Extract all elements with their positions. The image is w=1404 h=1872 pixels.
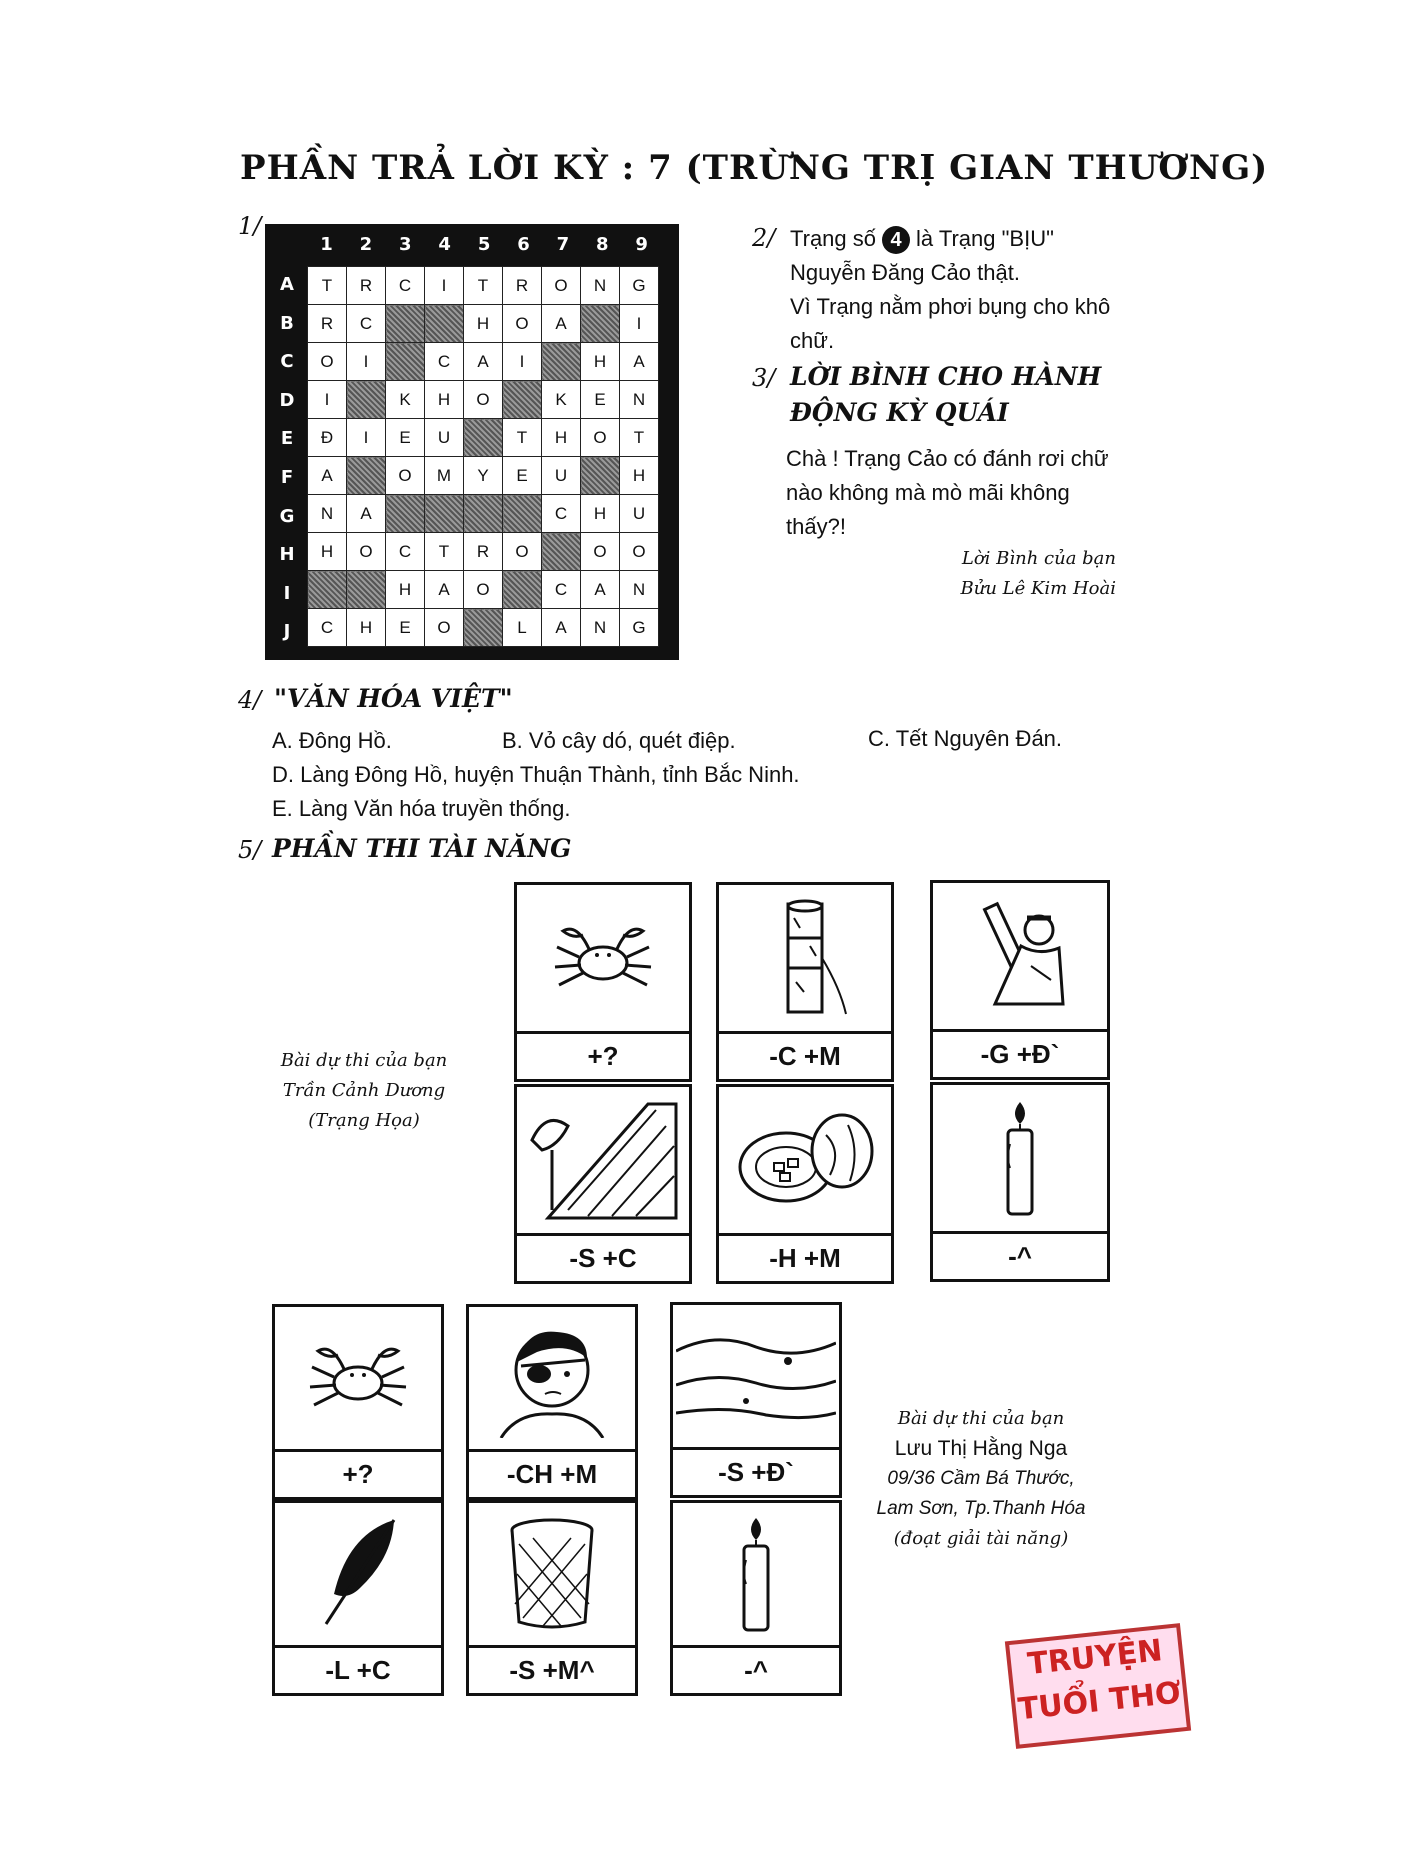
rebus-label: -C +M — [769, 1041, 841, 1071]
eyepatch-boy-icon — [469, 1307, 635, 1452]
rebus-card — [716, 1084, 894, 1284]
crab-icon — [517, 885, 689, 1034]
entry-2-prize: (đoạt giải tài năng) — [893, 1528, 1069, 1549]
grid-cell: E — [386, 419, 425, 457]
grid-cell: C — [542, 495, 581, 533]
grid-row-header: G — [279, 505, 295, 527]
answer-c: C. Tết Nguyên Đán. — [868, 726, 1063, 751]
answer-d: D. Làng Đông Hồ, huyện Thuận Thành, tỉnh Bắc Ninh. — [272, 762, 800, 787]
grid-shaded-cell — [464, 609, 503, 647]
grid-cell: A — [581, 571, 620, 609]
grid-cell: K — [386, 381, 425, 419]
section-3-heading-1: LỜI BÌNH CHO HÀNH — [790, 362, 1102, 391]
entry-1-credit-line: Bài dự thi của bạn — [280, 1050, 448, 1071]
grid-cell: N — [620, 571, 659, 609]
grid-cell: A — [464, 343, 503, 381]
grid-cell: E — [581, 381, 620, 419]
grid-cell: C — [308, 609, 347, 647]
grid-cell: M — [425, 457, 464, 495]
grid-cell: C — [347, 305, 386, 343]
s2-line1a: Trạng số — [790, 226, 877, 251]
grid-cell: O — [581, 533, 620, 571]
section-2-number: 2/ — [752, 224, 776, 252]
grid-cell: L — [503, 609, 542, 647]
grid-cell: I — [620, 305, 659, 343]
rebus-card — [466, 1304, 638, 1500]
section-4-heading: "VĂN HÓA VIỆT" — [274, 684, 513, 713]
grid-cell: O — [542, 267, 581, 305]
grid-cell: I — [347, 343, 386, 381]
rebus-card — [466, 1500, 638, 1696]
grid-shaded-cell — [347, 381, 386, 419]
rebus-label: -^ — [1008, 1241, 1032, 1271]
grid-row — [308, 267, 659, 305]
grid-cell: N — [581, 267, 620, 305]
grid-cell: H — [464, 305, 503, 343]
grid-row-header: I — [283, 582, 291, 604]
grid-cell: O — [464, 571, 503, 609]
rebus-card — [514, 1084, 692, 1284]
grid-cell: A — [542, 609, 581, 647]
rebus-label: -S +C — [569, 1243, 637, 1273]
grid-row — [308, 533, 659, 571]
rebus-label: +? — [587, 1041, 619, 1071]
grid-cell: I — [503, 343, 542, 381]
grid-cell: U — [620, 495, 659, 533]
grid-row — [308, 495, 659, 533]
grid-cell: H — [308, 533, 347, 571]
grid-cell: T — [503, 419, 542, 457]
grid-row — [308, 457, 659, 495]
grid-cell: A — [308, 457, 347, 495]
rebus-card — [670, 1302, 842, 1498]
entry-2-name: Lưu Thị Hằng Nga — [894, 1437, 1068, 1460]
rebus-label: -L +C — [325, 1655, 391, 1685]
grid-cell: E — [503, 457, 542, 495]
grid-cell: T — [620, 419, 659, 457]
grid-shaded-cell — [503, 571, 542, 609]
grid-cell: U — [425, 419, 464, 457]
candle-icon — [933, 1085, 1107, 1234]
grid-row — [308, 343, 659, 381]
section-5-heading: PHẦN THI TÀI NĂNG — [272, 834, 572, 863]
grid-shaded-cell — [464, 419, 503, 457]
grid-column-header: 7 — [556, 234, 570, 255]
grid-cell: R — [347, 267, 386, 305]
grid-cell: U — [542, 457, 581, 495]
grid-cell: N — [308, 495, 347, 533]
grid-row — [308, 381, 659, 419]
rebus-card — [272, 1500, 444, 1696]
grid-cell: R — [308, 305, 347, 343]
grid-row — [308, 305, 659, 343]
grid-cell: A — [620, 343, 659, 381]
grid-cell: R — [464, 533, 503, 571]
truyen-tuoi-tho-logo — [1005, 1623, 1191, 1749]
grid-shaded-cell — [386, 495, 425, 533]
entry-2-address-1: 09/36 Cầm Bá Thước, — [887, 1468, 1075, 1489]
section-4-number: 4/ — [238, 686, 262, 714]
feather-icon — [275, 1503, 441, 1648]
credit-name: Bửu Lê Kim Hoài — [960, 578, 1116, 599]
grid-shaded-cell — [347, 457, 386, 495]
cake-icon — [719, 1087, 891, 1236]
section-3-text: Chà ! Trạng Cảo có đánh rơi chữ nào không mà mò mãi không thấy?! — [786, 446, 1109, 539]
grid-column-header: 1 — [320, 234, 333, 255]
grid-shaded-cell — [581, 305, 620, 343]
grid-shaded-cell — [386, 343, 425, 381]
basket-icon — [469, 1503, 635, 1648]
grid-cell: O — [503, 305, 542, 343]
grid-column-header: 8 — [596, 234, 609, 255]
grid-row-header: J — [283, 621, 291, 643]
grid-cell: Y — [464, 457, 503, 495]
s2-line1b: là Trạng "BỊU" — [916, 226, 1054, 251]
grid-cell: G — [620, 267, 659, 305]
entry-1-name: Trần Cảnh Dương — [282, 1080, 446, 1101]
rebus-card — [670, 1500, 842, 1696]
grid-cell: T — [425, 533, 464, 571]
section-3-credit — [880, 544, 1116, 604]
grid-cell: A — [542, 305, 581, 343]
grid-row-header: E — [280, 428, 294, 450]
entry-2-address-2: Lam Sơn, Tp.Thanh Hóa — [876, 1498, 1086, 1519]
grid-column-header: 6 — [517, 234, 530, 255]
grid-cell: H — [425, 381, 464, 419]
candle-icon — [673, 1503, 839, 1648]
grid-row — [308, 571, 659, 609]
grid-cell: H — [386, 571, 425, 609]
answer-b: B. Vỏ cây dó, quét điệp. — [502, 728, 736, 753]
rebus-label: -H +M — [769, 1243, 841, 1273]
grid-shaded-cell — [581, 457, 620, 495]
grid-column-header: 5 — [477, 234, 491, 255]
grid-shaded-cell — [386, 305, 425, 343]
section-5-number: 5/ — [238, 836, 262, 864]
credit-line: Lời Bình của bạn — [961, 548, 1116, 569]
grid-column-header: 3 — [399, 234, 412, 255]
grid-cell: G — [620, 609, 659, 647]
grid-cell: A — [425, 571, 464, 609]
grid-row-header: H — [279, 544, 295, 566]
grid-cell: O — [425, 609, 464, 647]
rebus-card — [272, 1304, 444, 1500]
rebus-label: -S +Đ` — [718, 1457, 794, 1487]
entry-1-title: (Trạng Họa) — [308, 1110, 420, 1131]
grid-shaded-cell — [347, 571, 386, 609]
grid-cell: H — [620, 457, 659, 495]
rebus-label: +? — [342, 1459, 374, 1489]
grid-column-header: 9 — [635, 234, 648, 255]
grid-column-header: 2 — [359, 234, 373, 255]
grid-cell: H — [581, 343, 620, 381]
section-3-heading-2: ĐỘNG KỲ QUÁI — [790, 398, 1009, 427]
grid-cell: N — [581, 609, 620, 647]
rebus-card — [930, 880, 1110, 1080]
answer-e: E. Làng Văn hóa truyền thống. — [272, 796, 571, 821]
mandarin-icon — [933, 883, 1107, 1032]
grid-cell: T — [308, 267, 347, 305]
grid-cell: C — [386, 533, 425, 571]
grid-shaded-cell — [542, 533, 581, 571]
grid-shaded-cell — [503, 381, 542, 419]
grid-cell: A — [347, 495, 386, 533]
grid-cell: O — [620, 533, 659, 571]
grid-cell: E — [386, 609, 425, 647]
grid-cell: O — [503, 533, 542, 571]
grid-cell: O — [581, 419, 620, 457]
grid-shaded-cell — [425, 305, 464, 343]
grid-cell: O — [464, 381, 503, 419]
crossword-grid — [265, 224, 679, 660]
grid-cell: I — [347, 419, 386, 457]
grid-row — [308, 419, 659, 457]
grid-cell: C — [425, 343, 464, 381]
rebus-label: -S +M^ — [509, 1655, 595, 1685]
grid-row-header: C — [280, 351, 294, 373]
grid-row-header: B — [280, 312, 294, 334]
grid-cell: O — [386, 457, 425, 495]
tree-bark-icon — [517, 1087, 689, 1236]
s2-line2: Nguyễn Đăng Cảo thật. — [790, 260, 1020, 285]
entry-2-credit-line: Bài dự thi của bạn — [897, 1408, 1065, 1429]
grid-column-header: 4 — [438, 234, 451, 255]
answer-a: A. Đông Hồ. — [272, 728, 392, 753]
section-1-number: 1/ — [238, 212, 262, 240]
rebus-card — [930, 1082, 1110, 1282]
grid-cell: O — [347, 533, 386, 571]
grid-shaded-cell — [308, 571, 347, 609]
entry-2-credit — [850, 1404, 1112, 1554]
rebus-label: -^ — [744, 1655, 768, 1685]
grid-cell: T — [464, 267, 503, 305]
grid-shaded-cell — [425, 495, 464, 533]
grid-cell: I — [425, 267, 464, 305]
grid-cell: H — [347, 609, 386, 647]
grid-row-header: D — [279, 389, 295, 411]
section-2-text — [790, 222, 1120, 358]
rebus-card — [716, 882, 894, 1082]
grid-cell: R — [503, 267, 542, 305]
s2-line3: Vì Trạng nằm phơi bụng cho khô chữ. — [790, 294, 1111, 353]
number-badge: 4 — [882, 226, 910, 254]
logo-line-1: TRUYỆN — [1025, 1633, 1165, 1683]
wood-plank-icon — [673, 1305, 839, 1450]
grid-row-header: A — [280, 274, 294, 295]
grid-cell: K — [542, 381, 581, 419]
grid-shaded-cell — [464, 495, 503, 533]
section-3-number: 3/ — [752, 364, 776, 392]
crab-icon — [275, 1307, 441, 1452]
rebus-label: -G +Đ` — [980, 1039, 1060, 1069]
grid-cell: O — [308, 343, 347, 381]
grid-shaded-cell — [542, 343, 581, 381]
rebus-card — [514, 882, 692, 1082]
grid-cell: H — [542, 419, 581, 457]
grid-cell: I — [308, 381, 347, 419]
grid-cell: H — [581, 495, 620, 533]
grid-cell: Đ — [308, 419, 347, 457]
entry-1-credit — [250, 1046, 478, 1136]
grid-cell: N — [620, 381, 659, 419]
grid-cell: C — [542, 571, 581, 609]
bamboo-tube-icon — [719, 885, 891, 1034]
grid-row-header: F — [280, 467, 294, 488]
grid-shaded-cell — [503, 495, 542, 533]
grid-cell: C — [386, 267, 425, 305]
page-title: PHẦN TRẢ LỜI KỲ : 7 (TRỪNG TRỊ GIAN THƯƠNG) — [240, 148, 1269, 188]
rebus-label: -CH +M — [506, 1459, 598, 1489]
logo-line-2: TUỔI THƠ — [1016, 1675, 1183, 1728]
grid-row — [308, 609, 659, 647]
